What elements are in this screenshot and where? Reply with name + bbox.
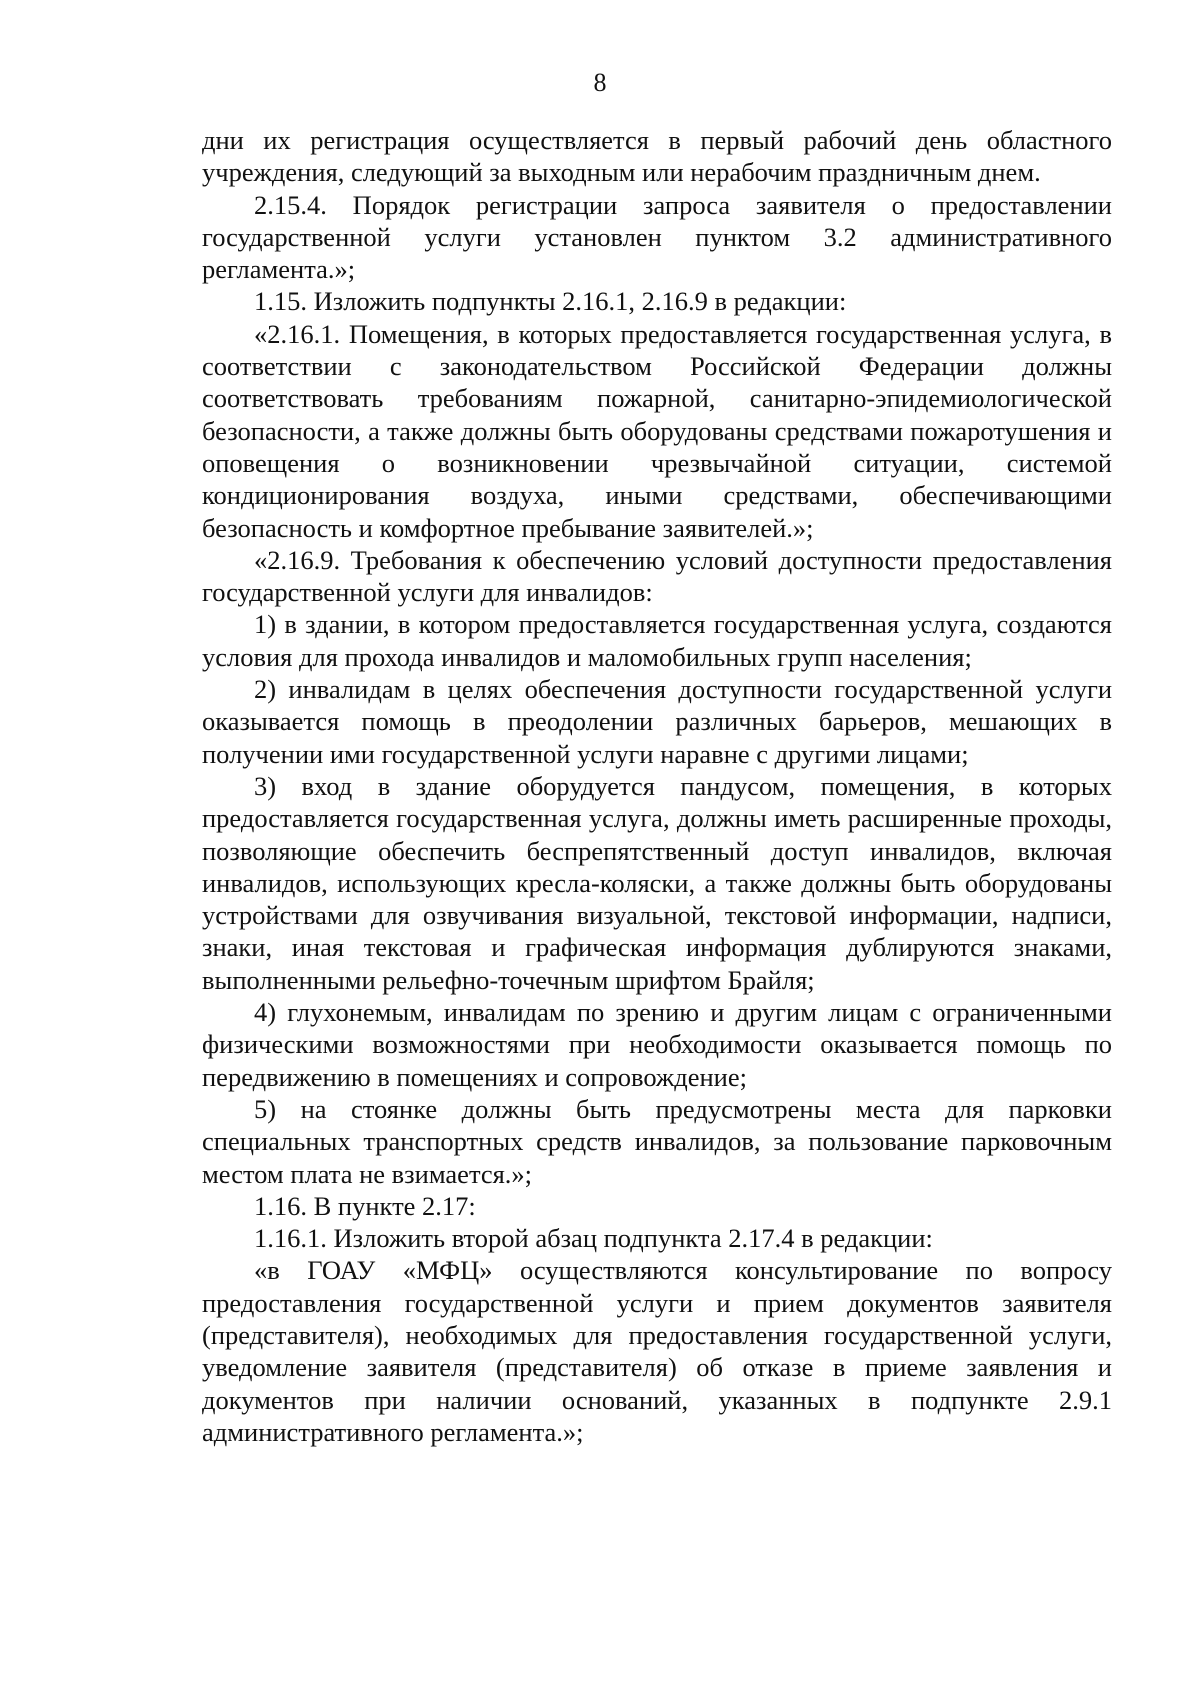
paragraph-2-15-4: 2.15.4. Порядок регистрации запроса заявителя о предоставлении государственной услуги установлен пунктом 3.2 административного регламента.»; [202, 189, 1112, 285]
list-item-4: 4) глухонемым, инвалидам по зрению и другим лицам с ограниченными физическими возможностями при необходимости оказывается помощь по передвижению в помещениях и сопровождение; [202, 997, 1112, 1092]
list-item-3: 3) вход в здание оборудуется пандусом, помещения, в которых предоставляется государственная услуга, должны иметь расширенные проходы, позволяющие обеспечить беспрепятственный доступ инвалидов, включая инвалидов, использующих кресла-коляски, а также должны быть оборудованы устройствами для озвучивания визуальной, текстовой информации, надписи, знаки, иная текстовая и графическая информация дублируются знаками, выполненными рельефно-точечным шрифтом Брайля; [202, 770, 1112, 995]
paragraph-2-16-1: «2.16.1. Помещения, в которых предоставляется государственная услуга, в соответствии с законодательством Российской Федерации должны соответствовать требованиям пожарной, санитарно-эпидемиологической безопасности, а также должны быть оборудованы средствами пожаротушения и оповещения о возникновении чрезвычайной ситуации, системой кондиционирования воздуха, иными средствами, обеспечивающими безопасность и комфортное пребывание заявителей.»; [202, 318, 1112, 543]
paragraph-quote-mfc: «в ГОАУ «МФЦ» осуществляются консультирование по вопросу предоставления государственной услуги и прием документов заявителя (представителя), необходимых для предоставления государственной услуги, уведомление заявителя (представителя) об отказе в приеме заявления и документов при наличии оснований, указанных в подпункте 2.9.1 административного регламента.»; [202, 1255, 1112, 1447]
list-item-5: 5) на стоянке должны быть предусмотрены места для парковки специальных транспортных средств инвалидов, за пользование парковочным местом плата не взимается.»; [202, 1093, 1112, 1189]
paragraph-2-16-9: «2.16.9. Требования к обеспечению условий доступности предоставления государственной услуги для инвалидов: [202, 544, 1112, 608]
page-number: 8 [593, 68, 607, 97]
document-body [202, 124, 1112, 1448]
paragraph-1-16-1: 1.16.1. Изложить второй абзац подпункта 2.17.4 в редакции: [254, 1223, 933, 1254]
list-item-1: 1) в здании, в котором предоставляется государственная услуга, создаются условия для прохода инвалидов и маломобильных групп населения; [202, 609, 1112, 672]
paragraph-1-15: 1.15. Изложить подпункты 2.16.1, 2.16.9 в редакции: [254, 286, 847, 317]
paragraph-continuation: дни их регистрация осуществляется в первый рабочий день областного учреждения, следующий за выходным или нерабочим праздничным днем. [202, 125, 1112, 188]
list-item-2: 2) инвалидам в целях обеспечения доступности государственной услуги оказывается помощь в преодолении различных барьеров, мешающих в получении ими государственной услуги наравне с другими лицами; [202, 674, 1112, 769]
paragraph-1-16: 1.16. В пункте 2.17: [254, 1190, 476, 1221]
